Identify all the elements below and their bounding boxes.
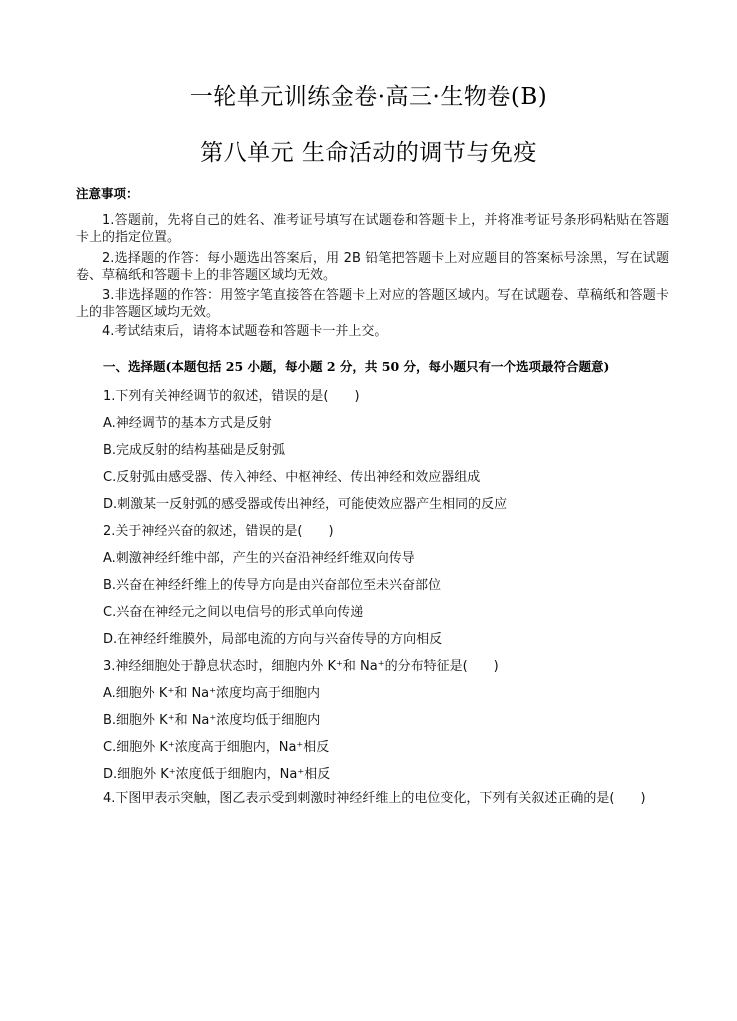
question-option: C.细胞外 K⁺浓度高于细胞内，Na⁺相反 <box>103 740 330 755</box>
notice-item: 2.选择题的作答：每小题选出答案后，用 2B 铅笔把答题卡上对应题目的答案标号涂黑，写在试题卷、草稿纸和答题卡上的非答题区域均无效。 <box>76 251 669 283</box>
unit-title: 第八单元 生命活动的调节与免疫 <box>200 140 537 166</box>
question-option: C.反射弧由感受器、传入神经、中枢神经、传出神经和效应器组成 <box>103 470 481 485</box>
question-option: A.刺激神经纤维中部，产生的兴奋沿神经纤维双向传导 <box>103 551 415 566</box>
exam-title: 一轮单元训练金卷·高三·生物卷(B) <box>189 84 548 110</box>
question-stem: 3.神经细胞处于静息状态时，细胞内外 K⁺和 Na⁺的分布特征是( ) <box>103 659 499 674</box>
notice-item: 1.答题前，先将自己的姓名、准考证号填写在试题卷和答题卡上，并将准考证号条形码粘贴在答题卡上的指定位置。 <box>76 213 669 245</box>
question-option: D.在神经纤维膜外，局部电流的方向与兴奋传导的方向相反 <box>103 632 443 647</box>
question-option: C.兴奋在神经元之间以电信号的形式单向传递 <box>103 605 364 620</box>
section-heading: 一、选择题(本题包括 25 小题，每小题 2 分，共 50 分，每小题只有一个选项最符合题意) <box>103 359 610 374</box>
question-option: A.细胞外 K⁺和 Na⁺浓度均高于细胞内 <box>103 686 321 701</box>
notice-item: 4.考试结束后，请将本试题卷和答题卡一并上交。 <box>102 324 388 339</box>
question-option: D.刺激某一反射弧的感受器或传出神经，可能使效应器产生相同的反应 <box>103 497 508 512</box>
notice-item: 3.非选择题的作答：用签字笔直接答在答题卡上对应的答题区域内。写在试题卷、草稿纸和答题卡上的非答题区域均无效。 <box>76 288 669 320</box>
question-option: B.兴奋在神经纤维上的传导方向是由兴奋部位至未兴奋部位 <box>103 578 442 593</box>
question-stem: 1.下列有关神经调节的叙述，错误的是( ) <box>103 389 360 404</box>
question-option: B.完成反射的结构基础是反射弧 <box>103 443 286 458</box>
question-option: B.细胞外 K⁺和 Na⁺浓度均低于细胞内 <box>103 713 321 728</box>
notice-heading: 注意事项： <box>76 186 139 201</box>
question-stem: 4.下图甲表示突触，图乙表示受到刺激时神经纤维上的电位变化，下列有关叙述正确的是( ) <box>103 791 646 806</box>
question-option: A.神经调节的基本方式是反射 <box>103 416 272 431</box>
question-stem: 2.关于神经兴奋的叙述，错误的是( ) <box>103 524 334 539</box>
question-option: D.细胞外 K⁺浓度低于细胞内，Na⁺相反 <box>103 767 331 782</box>
